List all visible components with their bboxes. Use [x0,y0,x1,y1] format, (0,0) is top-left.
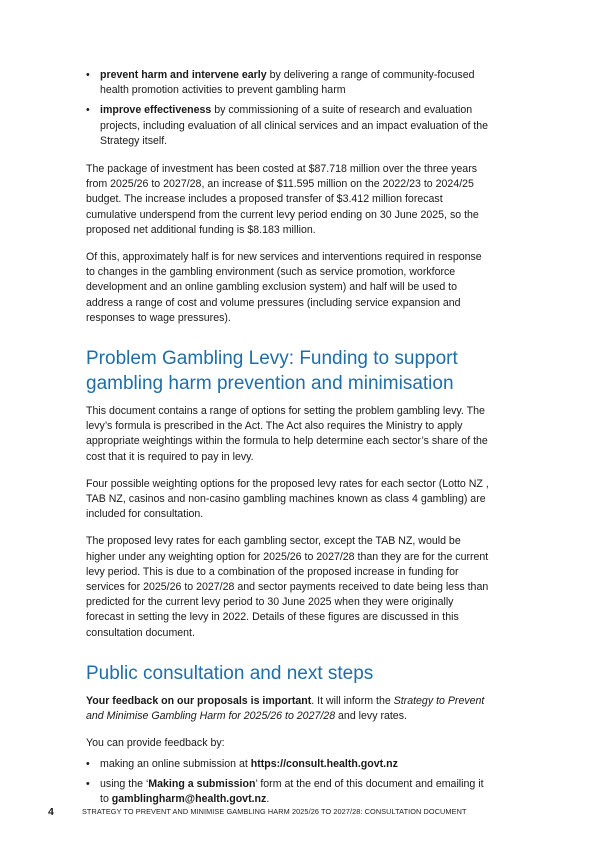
paragraph-levy-1: This document contains a range of options for setting the problem gambling levy. The levy’s formula is prescribed in the Act. The Act also requires the Ministry to apply appropriate weightings within the formula to help determine each sector’s share of the cost that it is required to pay in levy. [86,405,488,463]
bullet-text: by commissioning of a suite of research and evaluation projects, including evaluation of all clinical services and an impact evaluation of the Strategy itself. [100,104,489,147]
consult-link[interactable]: https://consult.health.govt.nz [250,757,398,770]
page-number: 4 [48,806,54,818]
paragraph-feedback [86,694,492,724]
email-link[interactable]: gamblingharm@health.govt.nz [111,792,267,805]
bullet-text: ’ form at the end of this document and emailing it to [100,777,484,805]
bullet-text: using the ‘ [100,777,149,790]
page-footer [48,806,568,818]
bullet-prevent-harm [86,68,492,98]
bullet-bold-text: prevent harm and intervene early [100,69,267,81]
paragraph-investment: The package of investment has been costed at $87.718 million over the three years from 2025/26 to 2027/28, an increase of $11.595 million on the 2022/23 to 2024/25 budget. The increase includes a proposed transfer of $3.412 million forecast cumulative underspend from the current levy period ending on 30 June 2025, so the proposed net additional funding is $8.183 million. [86,163,479,236]
footer-title: STRATEGY TO PREVENT AND MINIMISE GAMBLING HARM 2025/26 TO 2027/28: CONSULTATION DOCUMENT [81,807,467,816]
bullet-text: making an online submission at [100,757,251,770]
feedback-mid: . It will inform the [311,694,394,707]
bullet-improve-effectiveness [86,103,492,149]
feedback-end: and levy rates. [335,710,407,723]
heading-levy: Problem Gambling Levy: Funding to support gambling harm prevention and minimisation [86,348,458,395]
bullet-online-submission [86,757,492,772]
heading-consultation: Public consultation and next steps [86,662,374,684]
intro-bullet-list [86,68,492,149]
bullet-form-submission [86,777,492,807]
feedback-bullet-list [86,757,492,808]
bullet-text: by delivering a range of community-focused health promotion activities to prevent gambling harm [100,69,475,97]
paragraph-levy-2: Four possible weighting options for the proposed levy rates for each sector (Lotto NZ , TAB NZ, casinos and non-casino gambling machines known as class 4 gambling) are included for consultation. [86,477,489,521]
feedback-bold: Your feedback on our proposals is important [86,694,312,707]
paragraph-levy-3: The proposed levy rates for each gambling sector, except the TAB NZ, would be higher under any weighting option for 2025/26 to 2027/28 than they are for the current levy period. This is due to a combination of the proposed increase in funding for services for 2025/26 to 2027/28 and sector payments received to date being less than predicted for the current levy period to 30 June 2025 when they were originally forecast in setting the levy in 2022. Details of these figures are discussed in this consultation document. [86,535,489,639]
making-submission-label: Making a submission [148,777,256,790]
feedback-strategy-title: Strategy to Prevent and Minimise Gambling Harm for 2025/26 to 2027/28 [86,694,485,723]
paragraph-half: Of this, approximately half is for new services and interventions required in response to changes in the gambling environment (such as service promotion, workforce development and an online gambling exclusion system) and half will be used to address a range of cost and volume pressures (including service expansion and responses to wage pressures). [86,251,482,324]
paragraph-provide: You can provide feedback by: [86,737,225,750]
bullet-text: . [266,792,270,805]
bullet-bold-text: improve effectiveness [100,104,212,117]
document-page [86,68,492,820]
